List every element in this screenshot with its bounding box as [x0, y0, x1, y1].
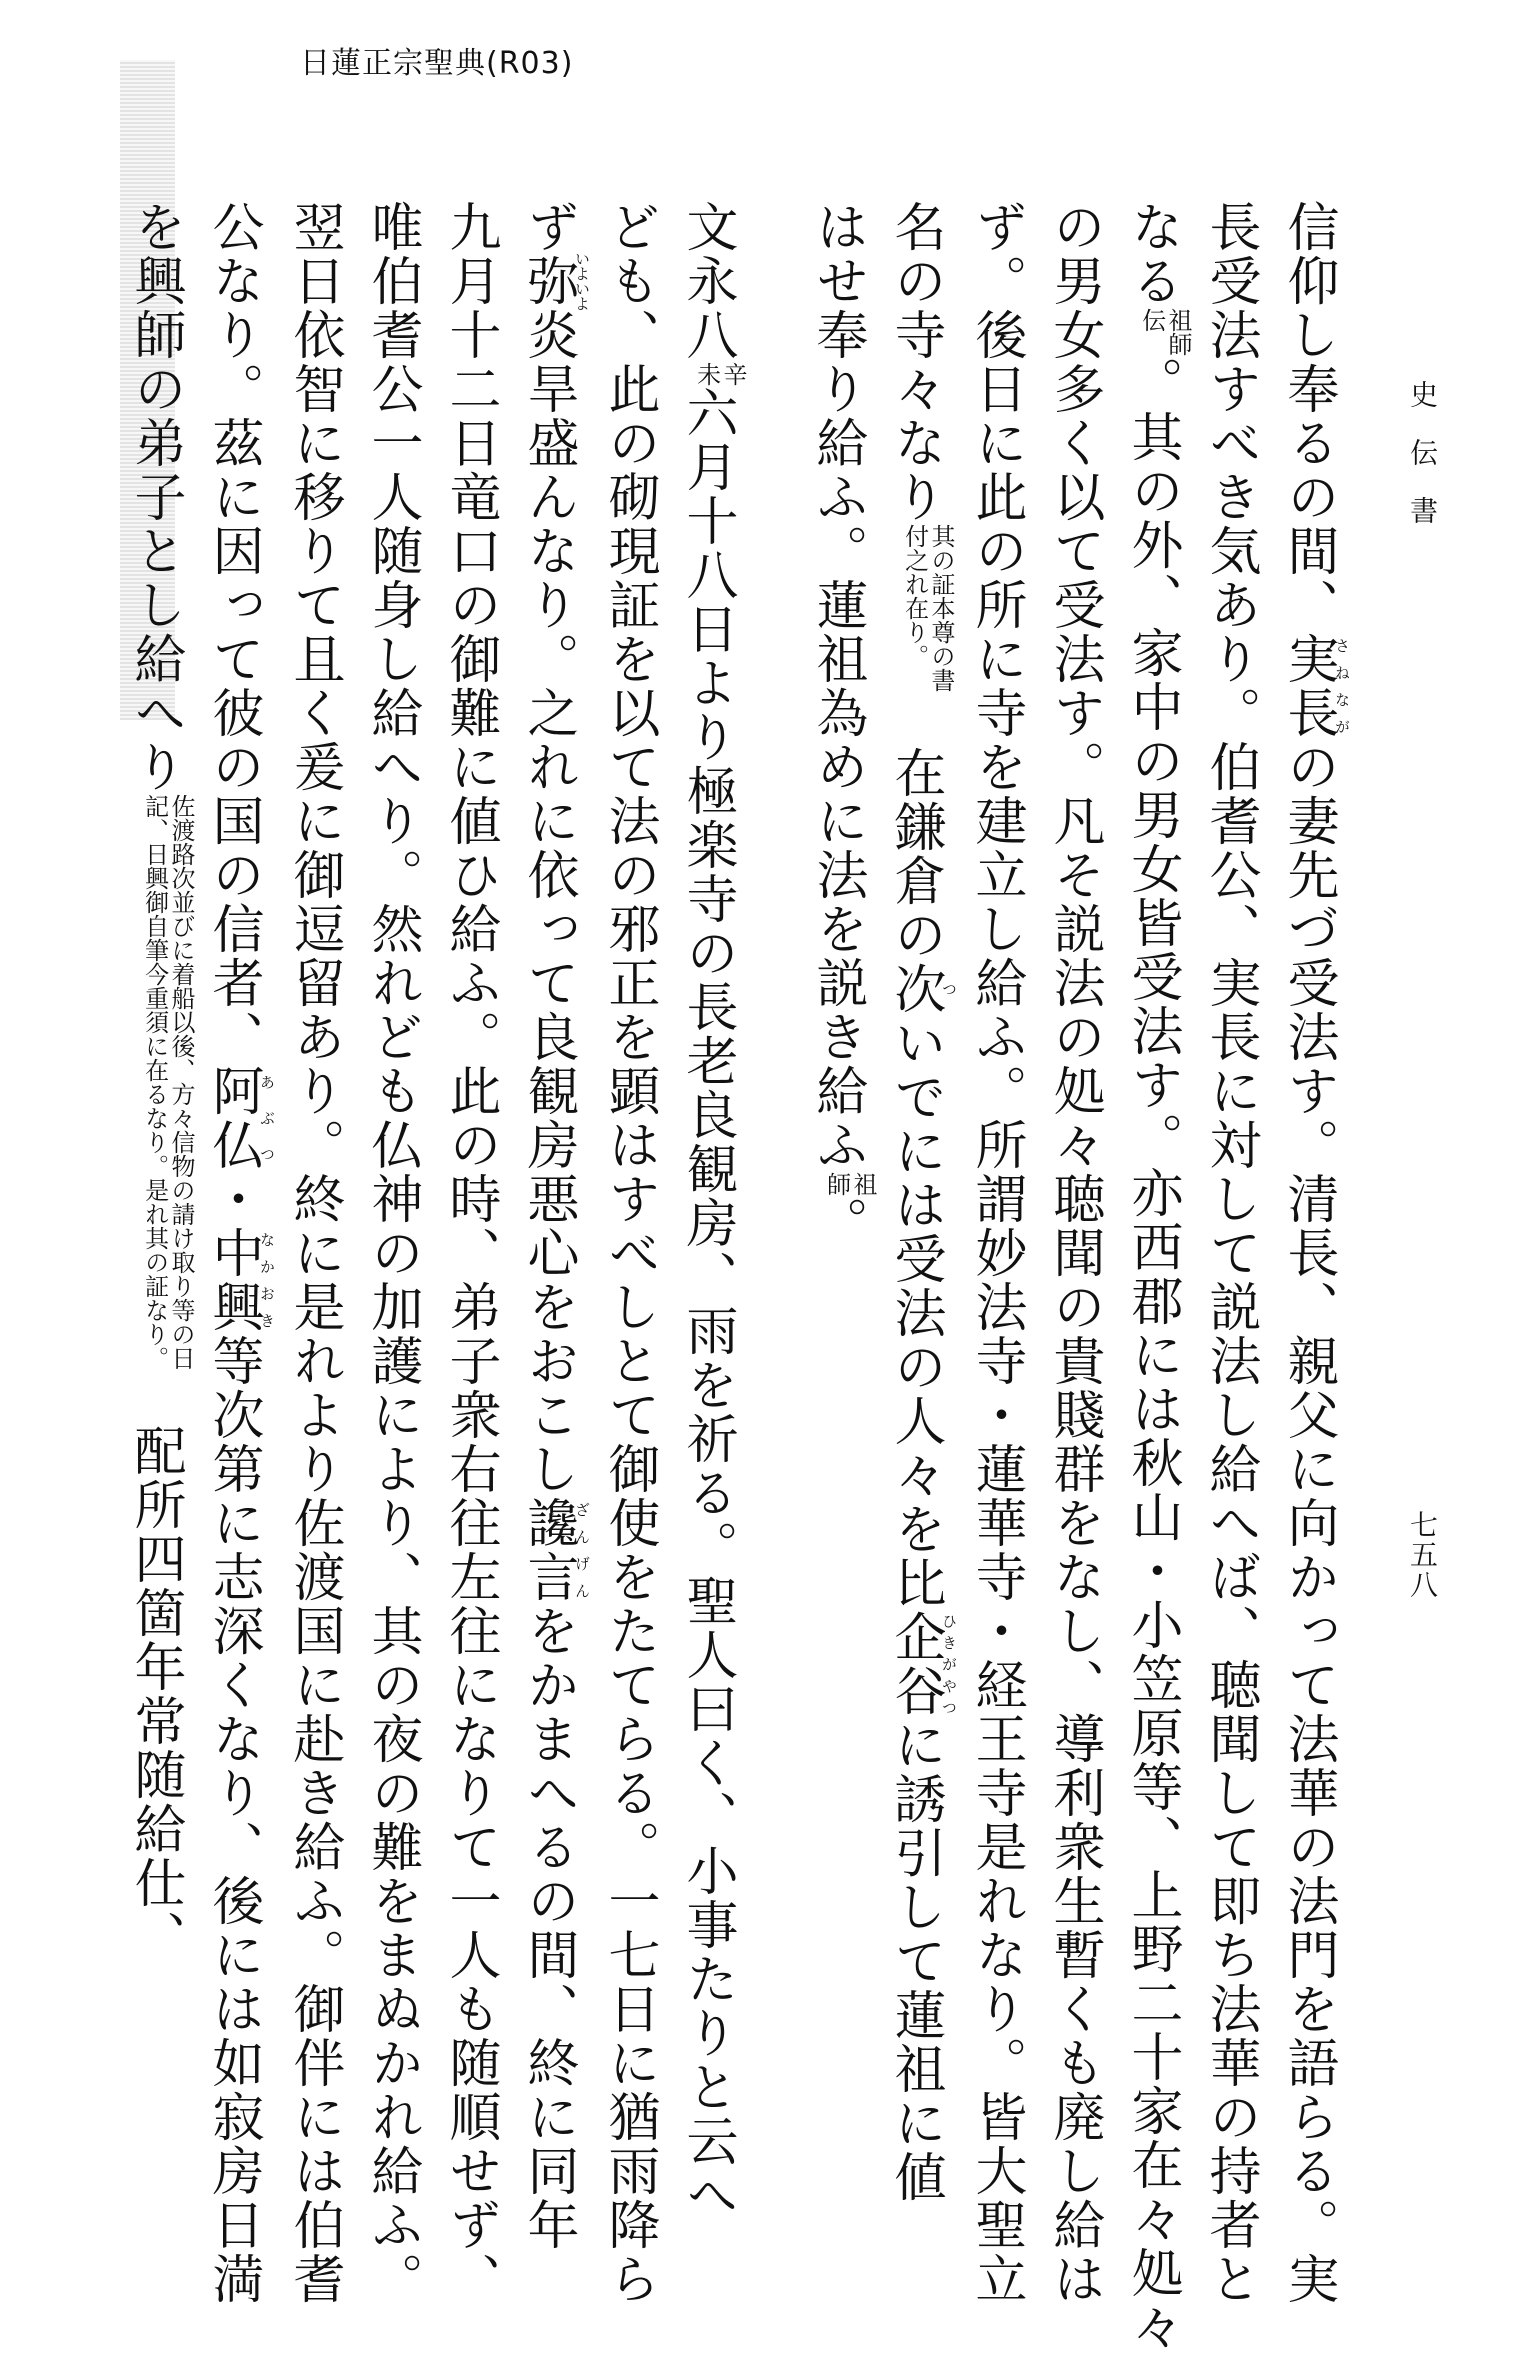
running-head: 史伝書 [1406, 380, 1439, 554]
ruby-abutsu: 阿仏あぶつ [203, 1064, 276, 1172]
text-line-14: 公なり。茲に因って彼の国の信者、阿仏あぶつ・中興なかおき等次第に志深くなり、後には如寂房日満 [203, 200, 276, 2306]
note-soshi: 祖 師 [822, 1172, 877, 1196]
ruby-zangen: 讒言ざんげん [518, 1496, 591, 1604]
ruby-hikigayatsu: 企谷ひきがやつ [885, 1610, 958, 1718]
line-1-head: 信仰し奉るの間、 [1278, 200, 1338, 632]
text-line-4: の男女多く以て受法す。凡そ説法の処々聴聞の貴賤群をなし、導利衆生暫くも廃し給は [1044, 200, 1104, 2306]
note-soshiden: 祖師 伝 [1137, 308, 1192, 356]
note-sado: 佐渡路次並びに着船以後、方々信物の請け取り等の日 記、日興御自筆今重須に在るなり。是れ其の証なり。 [140, 794, 195, 1370]
text-line-5: ず。後日に此の所に寺を建立し給ふ。所謂妙法寺・蓮華寺・経王寺是れなり。皆大聖立 [966, 200, 1026, 2306]
document-header-title: 日蓮正宗聖典(R03) [300, 46, 574, 81]
text-line-3: なる 祖師 伝 。其の外、家中の男女皆受法す。亦西郡には秋山・小笠原等、上野二十家在々処々 [1122, 200, 1192, 2354]
text-line-15: を興師の弟子とし給へり 佐渡路次並びに着船以後、方々信物の請け取り等の日 記、日興御自筆今重須に在るなり。是れ其の証なり。 配所四箇年常随給仕、 [125, 200, 195, 1964]
text-line-8: 文永八 辛 未 六月十八日より極楽寺の長老良観房、雨を祈る。聖人曰く、小事たりと云へ [677, 200, 747, 2222]
text-line-10: ず弥いよいよ炎旱盛んなり。之れに依って良観房悪心をおこし讒言ざんげんをかまへるの間、終に同年 [518, 200, 591, 2252]
ruby-nakaoki: 中興なかおき [203, 1226, 276, 1334]
line-1-tail: の妻先づ受法す。清長、親父に向かって法華の法門を語らる。 [1278, 740, 1338, 2252]
line-1-end: 実 [1278, 2252, 1338, 2306]
note-kanoto: 辛 未 [692, 362, 747, 386]
text-line-2: 長受法すべき気あり。伯耆公、実長に対して説法し給へば、聴聞して即ち法華の持者と [1200, 200, 1260, 2306]
ruby-tsu: 次つ [885, 962, 958, 1016]
text-line-9: ども、此の砌現証を以て法の邪正を顕はすべしとて御使をたてらる。一七日に猶雨降ら [599, 200, 659, 2306]
text-line-13: 翌日依智に移りて且く爰に御逗留あり。終に是れより佐渡国に赴き給ふ。御伴には伯耆 [284, 200, 344, 2306]
note-honzon: 其の証本尊の書 付之れ在り。 [900, 524, 955, 692]
text-line-7: はせ奉り給ふ。蓮祖為めに法を説き給ふ 祖 師 。 [807, 200, 877, 1250]
ruby-sanenaga: 実長さねなが [1278, 632, 1351, 740]
text-line-11: 九月十二日竜口の御難に値ひ給ふ。此の時、弟子衆右往左往になりて一人も随順せず、 [440, 200, 500, 2306]
vertical-text-block [125, 200, 1351, 2354]
text-line-1 [1269, 200, 1351, 2306]
page-number: 七五八 [1406, 1510, 1439, 1600]
ruby-iyoiyo: 弥いよいよ [518, 251, 591, 311]
text-line-6: 名の寺々なり 其の証本尊の書 付之れ在り。 在鎌倉の次ついでには受法の人々を比企谷ひきがやつに誘引して蓮祖に値 [885, 200, 958, 2204]
text-line-12: 唯伯耆公一人随身し給へり。然れども仏神の加護により、其の夜の難をまぬかれ給ふ。 [362, 200, 422, 2306]
